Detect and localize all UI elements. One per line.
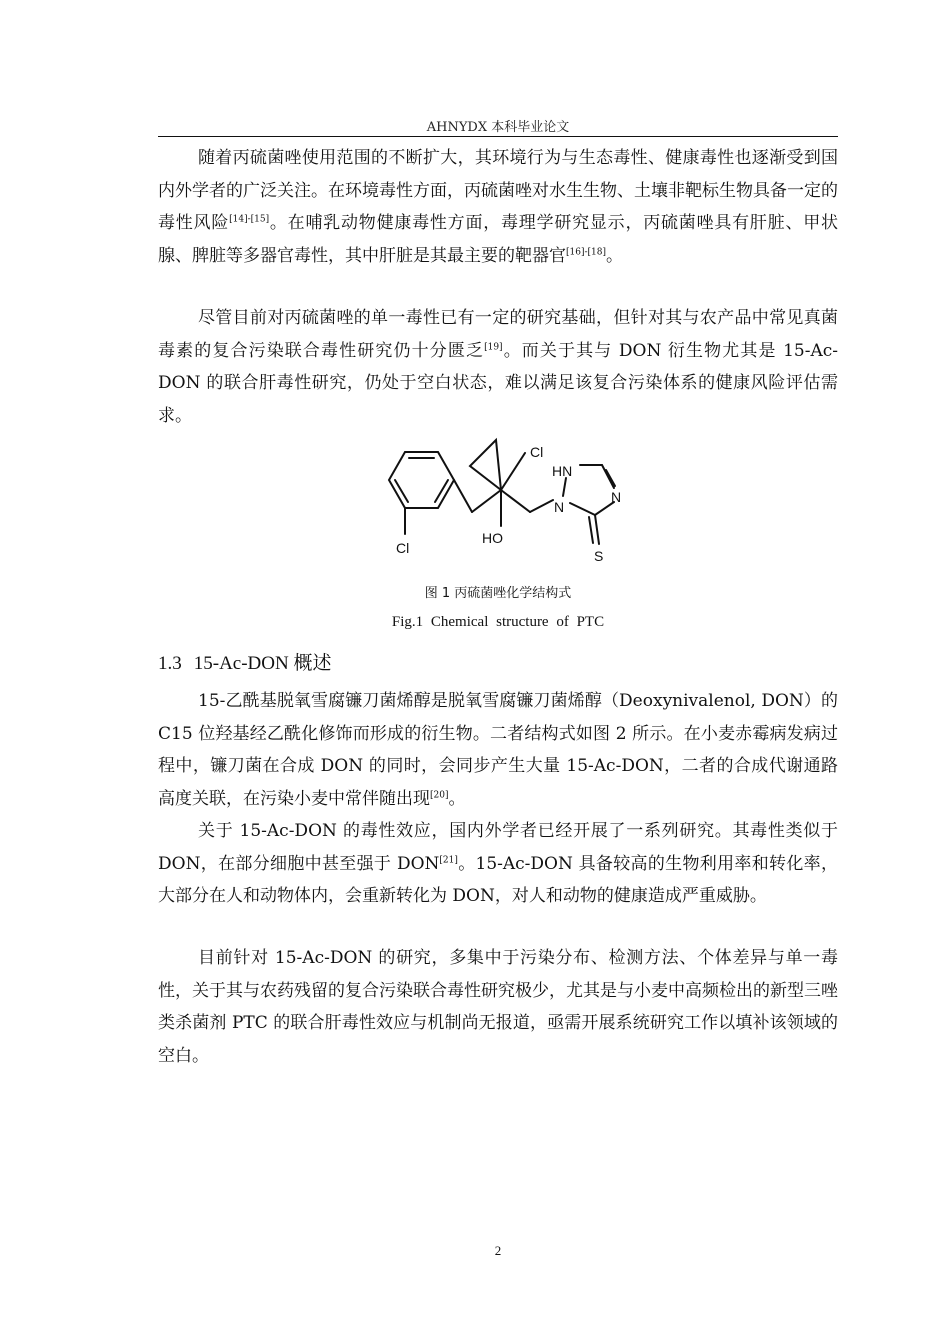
citation-21: [21]: [439, 854, 458, 865]
paragraph-5: [158, 942, 838, 1072]
paragraph-1-text-b: 。在哺乳动物健康毒性方面，毒理学研究显示，丙硫菌唑具有肝脏、甲状腺、脾脏等多器官毒性，其中肝脏是其最主要的靶器官: [158, 213, 839, 266]
paragraph-1: [158, 142, 838, 272]
citation-16-18: [16]-[18]: [566, 247, 606, 258]
atom-hn: HN: [552, 463, 573, 479]
section-title: 15-Ac-DON 概述: [193, 653, 332, 674]
citation-20: [20]: [430, 790, 449, 801]
paragraph-3-text-a: 15-乙酰基脱氧雪腐镰刀菌烯醇是脱氧雪腐镰刀菌烯醇（Deoxynivalenol, DON）的 C15 位羟基经乙酰化修饰而形成的衍生物。二者结构式如图 2 所示。在小麦赤霉病发病过程中，镰刀菌在合成 DON 的同时，会同步产生大量 15-Ac-DON，二者的合成代谢通路高度关联，在污染小麦中常伴随出现: [158, 691, 838, 809]
atom-s: S: [594, 548, 604, 564]
figure-caption-en: Fig.1 Chemical structure of PTC: [391, 614, 605, 630]
atom-n-ring: N: [554, 499, 565, 515]
paragraph-2: [158, 302, 838, 432]
paragraph-4: [158, 815, 838, 913]
paragraph-2-text-b: 。而关于其与 DON 衍生物尤其是 15-Ac-DON 的联合肝毒性研究，仍处于空白状态，难以满足该复合污染体系的健康风险评估需求。: [158, 340, 839, 426]
paragraph-4-text-b: 。15-Ac-DON 具备较高的生物利用率和转化率，大部分在人和动物体内，会重新转化为 DON，对人和动物的健康造成严重威胁。: [158, 853, 838, 907]
section-heading: [158, 648, 331, 675]
page-number: 2: [494, 1243, 502, 1258]
paragraph-3: [158, 685, 838, 815]
paragraph-1-text-c: 。: [606, 245, 623, 266]
running-header: AHNYDX 本科毕业论文: [426, 120, 570, 135]
atom-ho: HO: [482, 530, 503, 546]
figure-caption-cn: 图 1 丙硫菌唑化学结构式: [424, 586, 572, 601]
section-number: 1.3: [158, 653, 182, 674]
paragraph-4-text-a: 关于 15-Ac-DON 的毒性效应，国内外学者已经开展了一系列研究。其毒性类似于 DON，在部分细胞中甚至强于 DON: [158, 821, 838, 874]
atom-n-right: N: [611, 489, 622, 505]
citation-14-15: [14]-[15]: [229, 214, 270, 225]
paragraph-2-text-a: 尽管目前对丙硫菌唑的单一毒性已有一定的研究基础，但针对其与农产品中常见真菌毒素的复合污染联合毒性研究仍十分匮乏: [158, 308, 838, 361]
atom-cl-bottom: Cl: [396, 540, 410, 556]
header-rule: [158, 136, 838, 137]
citation-19: [19]: [484, 341, 503, 352]
paragraph-5-text-a: 目前针对 15-Ac-DON 的研究，多集中于污染分布、检测方法、个体差异与单一毒性，关于其与农药残留的复合污染联合毒性研究极少，尤其是与小麦中高频检出的新型三唑类杀菌剂 PTC 的联合肝毒性效应与机制尚无报道，亟需开展系统研究工作以填补该领域的空白。: [158, 948, 838, 1066]
paragraph-3-text-b: 。: [448, 788, 466, 809]
atom-cl-top: Cl: [530, 444, 544, 460]
ptc-structure-figure: [360, 430, 650, 580]
paragraph-1-text-a: 随着丙硫菌唑使用范围的不断扩大，其环境行为与生态毒性、健康毒性也逐渐受到国内外学者的广泛关注。在环境毒性方面，丙硫菌唑对水生生物、土壤非靶标生物具备一定的毒性风险: [158, 148, 838, 234]
